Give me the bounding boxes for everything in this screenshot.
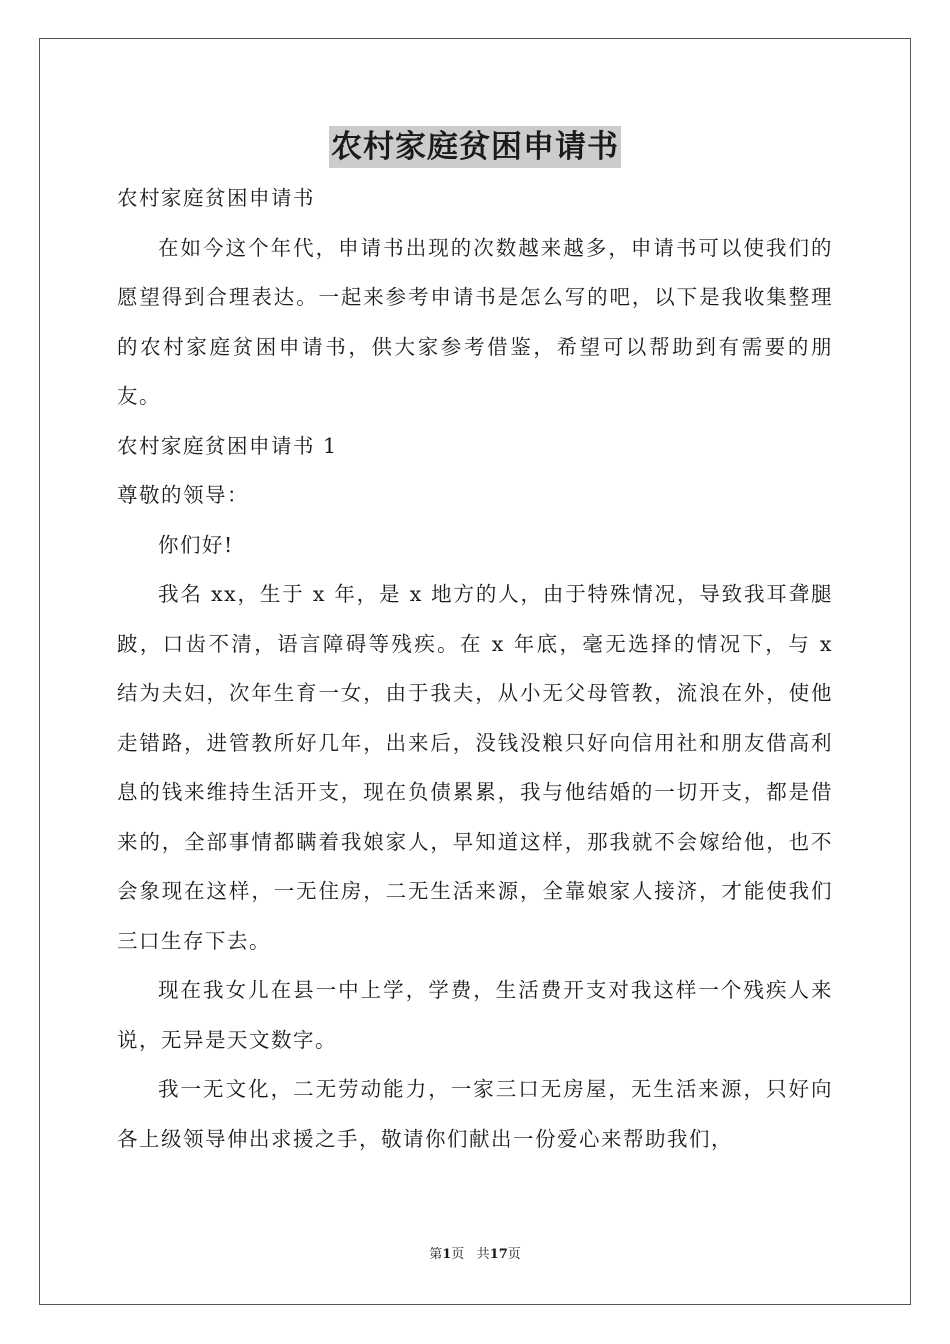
document-title: 农村家庭贫困申请书 (329, 126, 621, 168)
paragraph: 在如今这个年代，申请书出现的次数越来越多，申请书可以使我们的愿望得到合理表达。一起来参考申请书是怎么写的吧，以下是我收集整理的农村家庭贫困申请书，供大家参考借鉴，希望可以帮助到有需要的朋友。 (117, 235, 833, 408)
section-heading: 农村家庭贫困申请书 1 (117, 433, 338, 458)
paragraph: 农村家庭贫困申请书 (117, 186, 315, 210)
page-unit: 页 (451, 1247, 465, 1262)
title-container (0, 126, 950, 168)
total-prefix: 共 (476, 1247, 490, 1262)
paragraph: 现在我女儿在县一中上学，学费，生活费开支对我这样一个残疾人来说，无异是天文数字。 (117, 978, 833, 1052)
total-unit: 页 (507, 1247, 521, 1262)
page-footer (0, 1246, 950, 1264)
page-prefix: 第 (429, 1247, 443, 1262)
page-current: 1 (442, 1247, 452, 1262)
salutation: 尊敬的领导： (117, 483, 249, 507)
total-pages: 17 (489, 1247, 508, 1262)
document-body (117, 174, 833, 1164)
paragraph: 我名 xx，生于 x 年，是 x 地方的人，由于特殊情况，导致我耳聋腿跛，口齿不清，语言障碍等残疾。在 x 年底，毫无选择的情况下，与 x 结为夫妇，次年生育一女，由于我夫，从小无父母管教，流浪在外，使他走错路，进管教所好几年，出来后，没钱没粮只好向信用社和朋友借高利息的钱来维持生活开支，现在负债累累，我与他结婚的一切开支，都是借来的，全部事情都瞒着我娘家人，早知道这样，那我就不会嫁给他，也不会象现在这样，一无住房，二无生活来源，全靠娘家人接济，才能使我们三口生存下去。 (117, 582, 833, 953)
paragraph: 我一无文化，二无劳动能力，一家三口无房屋，无生活来源，只好向各上级领导伸出求援之手，敬请你们献出一份爱心来帮助我们， (117, 1077, 833, 1151)
greeting: 你们好! (158, 532, 234, 557)
